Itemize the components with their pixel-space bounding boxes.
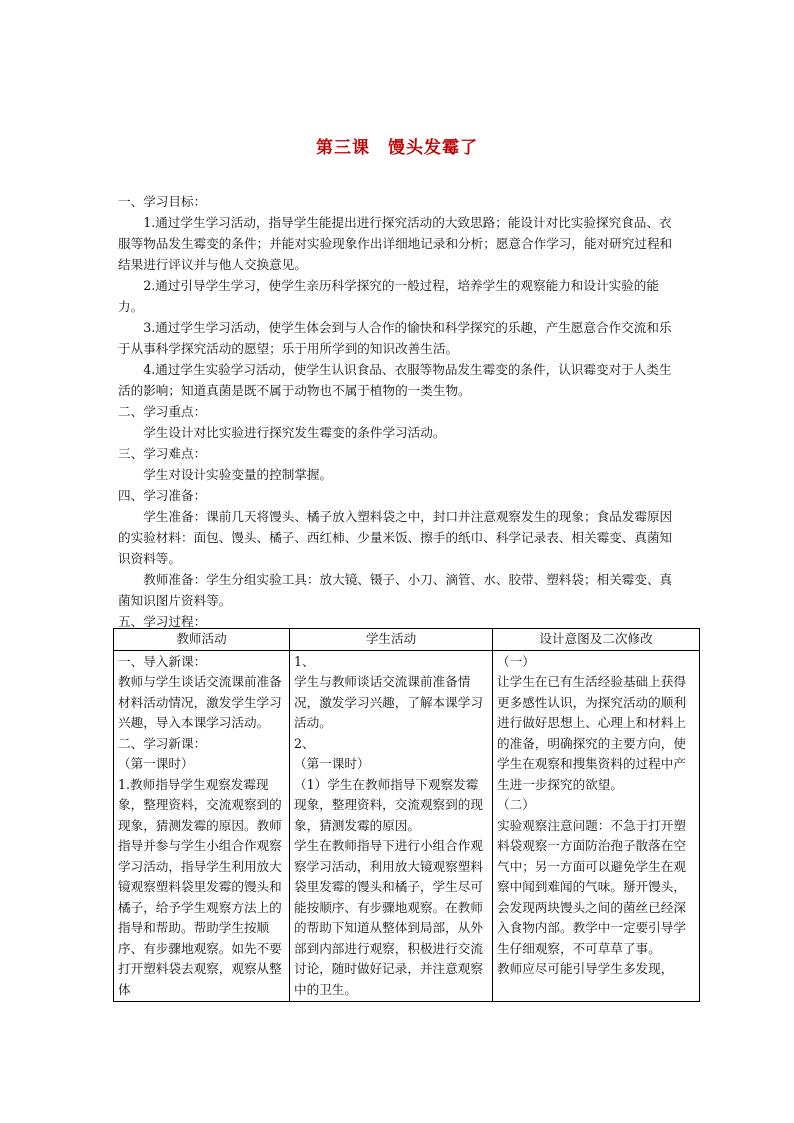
header-teacher: 教师活动 (114, 629, 290, 651)
cell-text: 二、学习新课： (118, 735, 207, 751)
cell-text: 1.教师指导学生观察发霉现象，整理资料，交流观察到的现象，猜测发霉的原因。教师指导并参与学生小组合作观察学习活动，指导学生利用放大镜观察塑料袋里发霉的馒头和橘子，给予学生观察方法上的指导和帮助。帮助学生按顺序、有步骤地观察。如先不要打开塑料袋去观察，观察从整体 (118, 776, 282, 997)
cell-text: 教师应尽可能引导学生多发现， (497, 961, 674, 976)
goals-heading: 一、学习目标： (118, 194, 207, 209)
cell-text: （1）学生在教师指导下观察发霉现象，整理资料，交流观察到的现象，猜测发霉的原因。 (294, 776, 483, 833)
cell-text: 学生与教师谈话交流课前准备情况，激发学习兴趣，了解本课学习活动。 (294, 674, 483, 730)
cell-text: 一、导入新课： (118, 653, 207, 669)
prep-teacher: 教师准备：学生分组实验工具：放大镜、镊子、小刀、滴管、水、胶带、塑料袋；相关霉变、真菌知识图片资料等。 (118, 572, 673, 608)
goal-item: 2.通过引导学生学习，使学生亲历科学探究的一般过程，培养学生的观察能力和设计实验的能力。 (118, 278, 659, 314)
goal-item: 4.通过学生实验学习活动，使学生认识食品、衣服等物品发生霉变的条件，认识霉变对于人类生活的影响；知道真菌是既不属于动物也不属于植物的一类生物。 (118, 362, 672, 398)
goal-item: 1.通过学生学习活动，指导学生能提出进行探究活动的大致思路；能设计对比实验探究食品、衣服等物品发生霉变的条件；并能对实验现象作出详细地记录和分析；愿意合作学习，能对研究过程和结果进行评议并与他人交换意见。 (118, 215, 673, 272)
prep-student: 学生准备：课前几天将馒头、橘子放入塑料袋之中，封口并注意观察发生的现象；食品发霉原因的实验材料：面包、馒头、橘子、西红柿、少量米饭、擦手的纸巾、科学记录表、相关霉变、真菌知识资料等。 (118, 509, 673, 566)
cell-text: 1、 (294, 653, 315, 669)
cell-text: （一） (497, 653, 535, 669)
cell-text: （第一课时） (294, 756, 370, 771)
table-row (114, 650, 700, 1002)
prep-heading: 四、学习准备： (118, 488, 207, 503)
lesson-title: 第三课 馒头发霉了 (316, 138, 478, 158)
teacher-activity-cell (114, 650, 290, 1002)
goal-item: 3.通过学生学习活动，使学生体会到与人合作的愉快和科学探究的乐趣，产生愿意合作交流和乐于从事科学探究活动的愿望；乐于用所学到的知识改善生活。 (118, 320, 672, 356)
document-body (118, 191, 680, 632)
key-text: 学生设计对比实验进行探究发生霉变的条件学习活动。 (143, 425, 446, 440)
process-heading: 五、学习过程： (118, 614, 207, 629)
design-intent-cell (493, 650, 700, 1002)
cell-text: 学生在教师指导下进行小组合作观察学习活动，利用放大镜观察塑料袋里发霉的馒头和橘子，学生尽可能按顺序、有步骤地观察。在教师的帮助下知道从整体到局部，从外部到内部进行观察，积极进行交流讨论，随时做好记录，并注意观察中的卫生。 (294, 838, 483, 997)
process-table (113, 628, 700, 1002)
cell-text: （二） (497, 797, 535, 812)
cell-text: 2、 (294, 735, 315, 751)
key-heading: 二、学习重点： (118, 404, 207, 419)
cell-text: 教师与学生谈话交流课前准备材料活动情况，激发学生学习兴趣，导入本课学习活动。 (118, 674, 282, 730)
cell-text: 实验观察注意问题：不急于打开塑料袋观察一方面防治孢子散落在空气中；另一方面可以避免学生在观察中闻到难闻的气味。掰开馒头，会发现两块馒头之间的菌丝已经深入食物内部。教学中一定要引导学生仔细观察，不可草草了事。 (497, 817, 686, 956)
table-header-row (114, 629, 700, 651)
cell-text: （第一课时） (118, 756, 194, 771)
difficult-text: 学生对设计实验变量的控制掌握。 (143, 467, 333, 482)
difficult-heading: 三、学习难点： (118, 446, 207, 461)
cell-text: 让学生在已有生活经验基础上获得更多感性认识，为探究活动的顺利进行做好思想上、心理上和材料上的准备，明确探究的主要方向，使学生在观察和搜集资料的过程中产生进一步探究的欲望。 (497, 674, 686, 792)
header-student: 学生活动 (290, 629, 493, 651)
header-intent: 设计意图及二次修改 (493, 629, 700, 651)
student-activity-cell (290, 650, 493, 1002)
